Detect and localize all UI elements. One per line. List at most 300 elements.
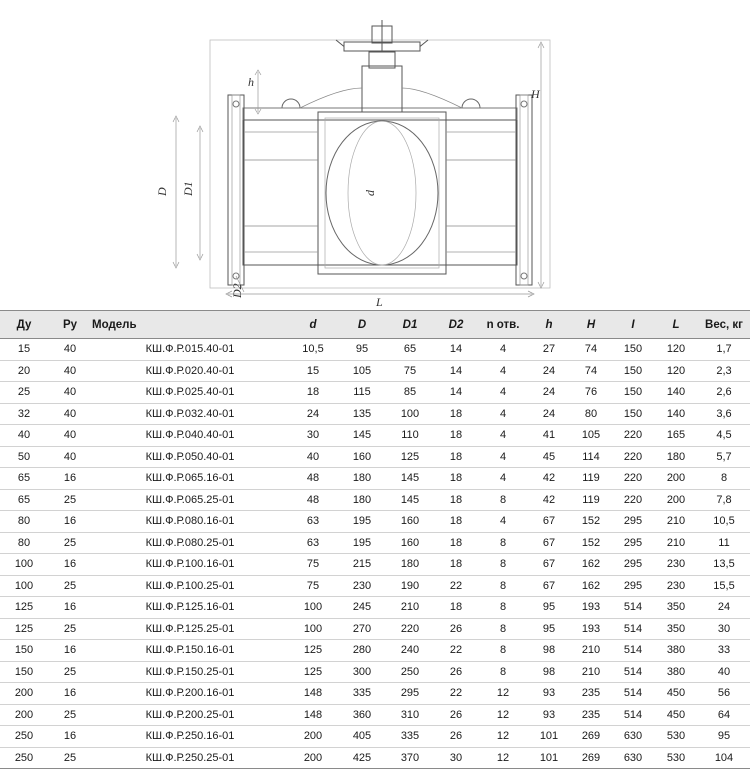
cell-I: 220	[612, 489, 654, 511]
cell-n: 12	[478, 704, 528, 726]
cell-py: 16	[48, 597, 92, 619]
cell-weight: 95	[698, 726, 750, 748]
cell-I: 150	[612, 403, 654, 425]
column-header-H: H	[570, 311, 612, 339]
cell-d: 75	[288, 575, 338, 597]
cell-h: 24	[528, 360, 570, 382]
cell-H: 74	[570, 339, 612, 361]
cell-py: 25	[48, 661, 92, 683]
cell-D: 180	[338, 489, 386, 511]
cell-I: 514	[612, 640, 654, 662]
cell-H: 193	[570, 597, 612, 619]
cell-weight: 56	[698, 683, 750, 705]
cell-model: КШ.Ф.Р.065.25-01	[92, 489, 288, 511]
cell-py: 16	[48, 511, 92, 533]
cell-weight: 2,3	[698, 360, 750, 382]
cell-I: 630	[612, 726, 654, 748]
cell-n: 8	[478, 597, 528, 619]
cell-H: 162	[570, 575, 612, 597]
dimension-label-D1: D1	[181, 181, 195, 196]
cell-model: КШ.Ф.Р.150.16-01	[92, 640, 288, 662]
cell-H: 119	[570, 468, 612, 490]
cell-n: 4	[478, 468, 528, 490]
cell-weight: 64	[698, 704, 750, 726]
cell-n: 4	[478, 403, 528, 425]
cell-model: КШ.Ф.Р.015.40-01	[92, 339, 288, 361]
cell-py: 40	[48, 425, 92, 447]
column-header-D2: D2	[434, 311, 478, 339]
cell-H: 152	[570, 511, 612, 533]
cell-du: 32	[0, 403, 48, 425]
cell-du: 65	[0, 468, 48, 490]
cell-du: 15	[0, 339, 48, 361]
cell-D: 335	[338, 683, 386, 705]
cell-D: 230	[338, 575, 386, 597]
cell-D1: 65	[386, 339, 434, 361]
cell-D: 245	[338, 597, 386, 619]
cell-D1: 240	[386, 640, 434, 662]
cell-d: 100	[288, 597, 338, 619]
cell-D1: 125	[386, 446, 434, 468]
cell-D: 180	[338, 468, 386, 490]
cell-du: 25	[0, 382, 48, 404]
cell-I: 150	[612, 339, 654, 361]
cell-d: 100	[288, 618, 338, 640]
cell-model: КШ.Ф.Р.100.16-01	[92, 554, 288, 576]
cell-py: 40	[48, 446, 92, 468]
cell-n: 4	[478, 360, 528, 382]
cell-model: КШ.Ф.Р.040.40-01	[92, 425, 288, 447]
cell-D1: 250	[386, 661, 434, 683]
cell-model: КШ.Ф.Р.100.25-01	[92, 575, 288, 597]
column-header-h: h	[528, 311, 570, 339]
dimension-label-H: H	[531, 87, 540, 101]
dimension-label-D2: D2	[230, 283, 244, 298]
cell-H: 162	[570, 554, 612, 576]
cell-py: 16	[48, 554, 92, 576]
cell-I: 220	[612, 425, 654, 447]
cell-d: 148	[288, 683, 338, 705]
cell-D: 135	[338, 403, 386, 425]
table-row	[0, 489, 750, 511]
cell-L: 120	[654, 339, 698, 361]
cell-H: 210	[570, 661, 612, 683]
cell-py: 16	[48, 468, 92, 490]
cell-h: 24	[528, 403, 570, 425]
cell-du: 125	[0, 597, 48, 619]
cell-D: 160	[338, 446, 386, 468]
cell-weight: 30	[698, 618, 750, 640]
table-row	[0, 554, 750, 576]
cell-du: 250	[0, 747, 48, 769]
cell-H: 76	[570, 382, 612, 404]
cell-L: 140	[654, 403, 698, 425]
cell-D2: 18	[434, 532, 478, 554]
cell-D1: 85	[386, 382, 434, 404]
cell-model: КШ.Ф.Р.150.25-01	[92, 661, 288, 683]
cell-D: 105	[338, 360, 386, 382]
cell-model: КШ.Ф.Р.025.40-01	[92, 382, 288, 404]
cell-L: 380	[654, 661, 698, 683]
cell-n: 12	[478, 747, 528, 769]
column-header-weight: Вес, кг	[698, 311, 750, 339]
column-header-model: Модель	[92, 311, 288, 339]
cell-D2: 30	[434, 747, 478, 769]
cell-L: 210	[654, 511, 698, 533]
cell-L: 165	[654, 425, 698, 447]
cell-D1: 160	[386, 532, 434, 554]
cell-D1: 145	[386, 489, 434, 511]
column-header-n: n отв.	[478, 311, 528, 339]
cell-n: 12	[478, 683, 528, 705]
cell-py: 25	[48, 747, 92, 769]
table-row	[0, 425, 750, 447]
cell-weight: 1,7	[698, 339, 750, 361]
table-row	[0, 683, 750, 705]
cell-D2: 26	[434, 618, 478, 640]
cell-L: 350	[654, 597, 698, 619]
cell-n: 12	[478, 726, 528, 748]
cell-h: 98	[528, 661, 570, 683]
cell-h: 67	[528, 575, 570, 597]
cell-model: КШ.Ф.Р.200.25-01	[92, 704, 288, 726]
cell-I: 514	[612, 661, 654, 683]
table-row	[0, 726, 750, 748]
cell-d: 48	[288, 468, 338, 490]
cell-D2: 26	[434, 704, 478, 726]
cell-L: 530	[654, 747, 698, 769]
cell-model: КШ.Ф.Р.125.16-01	[92, 597, 288, 619]
cell-D: 425	[338, 747, 386, 769]
cell-h: 27	[528, 339, 570, 361]
cell-py: 40	[48, 382, 92, 404]
cell-py: 40	[48, 403, 92, 425]
cell-d: 125	[288, 640, 338, 662]
column-header-py: Ру	[48, 311, 92, 339]
cell-model: КШ.Ф.Р.200.16-01	[92, 683, 288, 705]
cell-py: 40	[48, 360, 92, 382]
cell-d: 15	[288, 360, 338, 382]
cell-du: 150	[0, 661, 48, 683]
cell-H: 152	[570, 532, 612, 554]
cell-D2: 26	[434, 661, 478, 683]
cell-D1: 75	[386, 360, 434, 382]
cell-L: 230	[654, 554, 698, 576]
cell-H: 210	[570, 640, 612, 662]
cell-du: 200	[0, 683, 48, 705]
cell-model: КШ.Ф.Р.050.40-01	[92, 446, 288, 468]
cell-weight: 24	[698, 597, 750, 619]
cell-py: 40	[48, 339, 92, 361]
cell-h: 95	[528, 618, 570, 640]
table-row	[0, 446, 750, 468]
cell-weight: 4,5	[698, 425, 750, 447]
cell-D: 195	[338, 532, 386, 554]
cell-h: 67	[528, 511, 570, 533]
cell-D2: 18	[434, 468, 478, 490]
cell-H: 114	[570, 446, 612, 468]
cell-h: 93	[528, 704, 570, 726]
cell-D: 270	[338, 618, 386, 640]
dimension-label-h: h	[248, 75, 254, 89]
cell-H: 193	[570, 618, 612, 640]
cell-h: 42	[528, 468, 570, 490]
cell-D1: 100	[386, 403, 434, 425]
cell-model: КШ.Ф.Р.080.16-01	[92, 511, 288, 533]
cell-D1: 180	[386, 554, 434, 576]
column-header-du: Ду	[0, 311, 48, 339]
cell-n: 4	[478, 425, 528, 447]
cell-d: 200	[288, 747, 338, 769]
cell-D: 360	[338, 704, 386, 726]
table-body	[0, 339, 750, 769]
cell-weight: 11	[698, 532, 750, 554]
cell-D1: 210	[386, 597, 434, 619]
cell-D2: 14	[434, 360, 478, 382]
cell-I: 514	[612, 704, 654, 726]
cell-L: 210	[654, 532, 698, 554]
cell-n: 8	[478, 575, 528, 597]
cell-d: 18	[288, 382, 338, 404]
dimension-label-L: L	[376, 295, 383, 309]
cell-h: 101	[528, 726, 570, 748]
cell-h: 67	[528, 554, 570, 576]
cell-d: 40	[288, 446, 338, 468]
cell-py: 16	[48, 683, 92, 705]
cell-d: 30	[288, 425, 338, 447]
cell-model: КШ.Ф.Р.080.25-01	[92, 532, 288, 554]
cell-h: 41	[528, 425, 570, 447]
table-row	[0, 511, 750, 533]
cell-H: 235	[570, 704, 612, 726]
cell-weight: 33	[698, 640, 750, 662]
dimension-label-d: d	[363, 190, 377, 196]
cell-L: 530	[654, 726, 698, 748]
cell-d: 24	[288, 403, 338, 425]
cell-H: 74	[570, 360, 612, 382]
cell-D1: 190	[386, 575, 434, 597]
cell-I: 295	[612, 554, 654, 576]
cell-I: 220	[612, 468, 654, 490]
cell-d: 148	[288, 704, 338, 726]
cell-D1: 145	[386, 468, 434, 490]
cell-weight: 104	[698, 747, 750, 769]
table-row	[0, 661, 750, 683]
cell-D2: 18	[434, 403, 478, 425]
table-row	[0, 640, 750, 662]
cell-L: 140	[654, 382, 698, 404]
cell-n: 4	[478, 511, 528, 533]
cell-D2: 26	[434, 726, 478, 748]
cell-L: 200	[654, 489, 698, 511]
column-header-d: d	[288, 311, 338, 339]
cell-weight: 3,6	[698, 403, 750, 425]
cell-D1: 110	[386, 425, 434, 447]
cell-I: 150	[612, 382, 654, 404]
cell-model: КШ.Ф.Р.020.40-01	[92, 360, 288, 382]
cell-h: 93	[528, 683, 570, 705]
specification-table	[0, 310, 750, 769]
cell-I: 630	[612, 747, 654, 769]
cell-n: 8	[478, 618, 528, 640]
column-header-I: I	[612, 311, 654, 339]
cell-h: 101	[528, 747, 570, 769]
cell-d: 75	[288, 554, 338, 576]
cell-D2: 18	[434, 425, 478, 447]
column-header-D1: D1	[386, 311, 434, 339]
table-row	[0, 532, 750, 554]
cell-model: КШ.Ф.Р.125.25-01	[92, 618, 288, 640]
cell-D1: 160	[386, 511, 434, 533]
cell-h: 24	[528, 382, 570, 404]
cell-weight: 2,6	[698, 382, 750, 404]
cell-py: 25	[48, 575, 92, 597]
table-row	[0, 618, 750, 640]
cell-D1: 220	[386, 618, 434, 640]
cell-model: КШ.Ф.Р.065.16-01	[92, 468, 288, 490]
cell-L: 180	[654, 446, 698, 468]
cell-H: 105	[570, 425, 612, 447]
cell-I: 514	[612, 597, 654, 619]
cell-du: 100	[0, 554, 48, 576]
cell-du: 200	[0, 704, 48, 726]
cell-I: 295	[612, 511, 654, 533]
cell-py: 16	[48, 726, 92, 748]
cell-D: 145	[338, 425, 386, 447]
cell-d: 200	[288, 726, 338, 748]
table-row	[0, 360, 750, 382]
cell-h: 98	[528, 640, 570, 662]
cell-I: 514	[612, 683, 654, 705]
cell-n: 8	[478, 532, 528, 554]
cell-D: 280	[338, 640, 386, 662]
cell-L: 380	[654, 640, 698, 662]
cell-weight: 13,5	[698, 554, 750, 576]
cell-du: 20	[0, 360, 48, 382]
table-header	[0, 311, 750, 339]
cell-du: 80	[0, 511, 48, 533]
cell-D: 195	[338, 511, 386, 533]
cell-du: 50	[0, 446, 48, 468]
cell-D: 405	[338, 726, 386, 748]
cell-h: 95	[528, 597, 570, 619]
cell-L: 230	[654, 575, 698, 597]
cell-L: 200	[654, 468, 698, 490]
cell-n: 8	[478, 554, 528, 576]
cell-d: 125	[288, 661, 338, 683]
cell-D2: 14	[434, 339, 478, 361]
cell-n: 8	[478, 489, 528, 511]
cell-d: 10,5	[288, 339, 338, 361]
cell-D: 215	[338, 554, 386, 576]
cell-weight: 10,5	[698, 511, 750, 533]
cell-H: 235	[570, 683, 612, 705]
cell-n: 4	[478, 446, 528, 468]
table-row	[0, 575, 750, 597]
cell-weight: 5,7	[698, 446, 750, 468]
valve-technical-drawing	[0, 0, 700, 310]
cell-I: 150	[612, 360, 654, 382]
cell-h: 67	[528, 532, 570, 554]
cell-H: 80	[570, 403, 612, 425]
cell-L: 450	[654, 704, 698, 726]
specification-table-wrap	[0, 310, 743, 769]
table-header-row	[0, 311, 750, 339]
cell-du: 125	[0, 618, 48, 640]
cell-du: 100	[0, 575, 48, 597]
cell-du: 150	[0, 640, 48, 662]
cell-weight: 8	[698, 468, 750, 490]
cell-weight: 7,8	[698, 489, 750, 511]
cell-model: КШ.Ф.Р.250.16-01	[92, 726, 288, 748]
table-row	[0, 339, 750, 361]
cell-D: 95	[338, 339, 386, 361]
table-row	[0, 747, 750, 769]
cell-d: 63	[288, 511, 338, 533]
cell-I: 514	[612, 618, 654, 640]
cell-weight: 40	[698, 661, 750, 683]
cell-I: 220	[612, 446, 654, 468]
table-row	[0, 403, 750, 425]
column-header-L: L	[654, 311, 698, 339]
table-row	[0, 597, 750, 619]
cell-h: 42	[528, 489, 570, 511]
cell-py: 25	[48, 532, 92, 554]
cell-I: 295	[612, 575, 654, 597]
column-header-D: D	[338, 311, 386, 339]
cell-h: 45	[528, 446, 570, 468]
cell-D2: 18	[434, 446, 478, 468]
cell-D2: 22	[434, 575, 478, 597]
cell-py: 25	[48, 618, 92, 640]
cell-D2: 22	[434, 683, 478, 705]
cell-L: 350	[654, 618, 698, 640]
cell-d: 63	[288, 532, 338, 554]
cell-L: 120	[654, 360, 698, 382]
cell-D2: 18	[434, 511, 478, 533]
cell-D2: 18	[434, 489, 478, 511]
cell-H: 269	[570, 726, 612, 748]
cell-n: 8	[478, 661, 528, 683]
cell-D: 115	[338, 382, 386, 404]
cell-du: 40	[0, 425, 48, 447]
cell-n: 4	[478, 339, 528, 361]
cell-model: КШ.Ф.Р.032.40-01	[92, 403, 288, 425]
cell-d: 48	[288, 489, 338, 511]
cell-D2: 14	[434, 382, 478, 404]
table-row	[0, 468, 750, 490]
cell-n: 8	[478, 640, 528, 662]
cell-H: 119	[570, 489, 612, 511]
cell-D2: 18	[434, 597, 478, 619]
cell-D: 300	[338, 661, 386, 683]
cell-du: 250	[0, 726, 48, 748]
cell-weight: 15,5	[698, 575, 750, 597]
cell-py: 25	[48, 704, 92, 726]
cell-model: КШ.Ф.Р.250.25-01	[92, 747, 288, 769]
cell-py: 25	[48, 489, 92, 511]
cell-H: 269	[570, 747, 612, 769]
cell-L: 450	[654, 683, 698, 705]
cell-D1: 370	[386, 747, 434, 769]
table-row	[0, 382, 750, 404]
table-row	[0, 704, 750, 726]
cell-D1: 310	[386, 704, 434, 726]
cell-du: 80	[0, 532, 48, 554]
cell-n: 4	[478, 382, 528, 404]
dimension-label-D: D	[155, 187, 169, 196]
cell-D2: 22	[434, 640, 478, 662]
